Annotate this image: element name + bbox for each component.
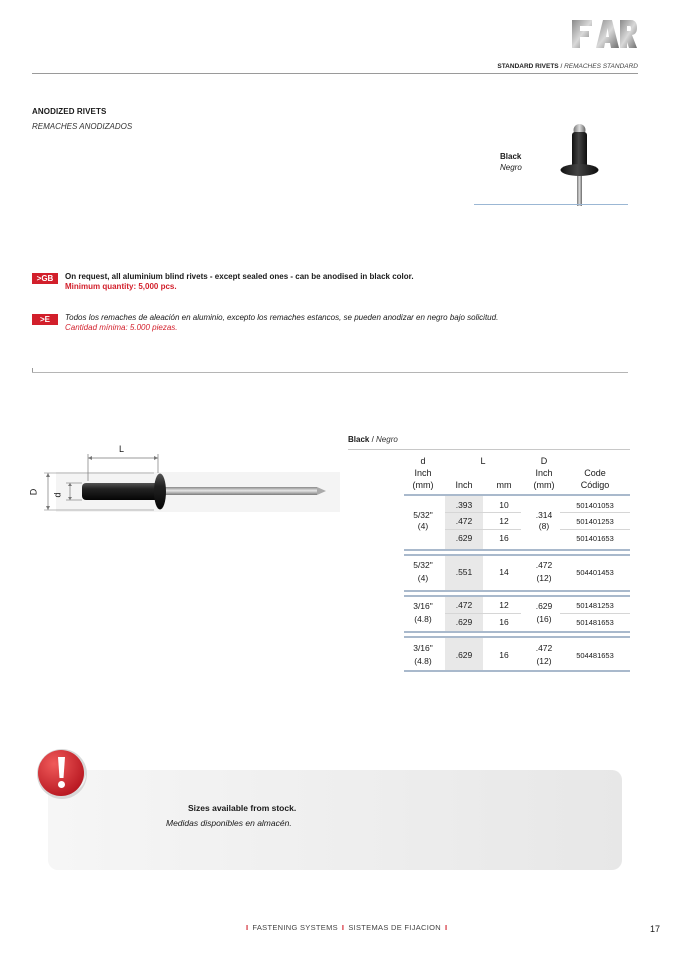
table-row-line bbox=[560, 529, 630, 530]
cell-L-mm: 12 bbox=[499, 516, 509, 526]
cell-code: 504481653 bbox=[576, 651, 614, 660]
cell-L-mm: 14 bbox=[499, 567, 509, 577]
cell-d-mm: (4) bbox=[417, 521, 429, 531]
col-L-mm: mm bbox=[496, 480, 512, 490]
note-spanish-quantity: Cantidad mínima: 5.000 piezas. bbox=[65, 323, 178, 332]
col-d-unit2: (mm) bbox=[412, 480, 434, 490]
table-row-line bbox=[445, 512, 521, 513]
cell-L-inch: .629 bbox=[455, 617, 473, 627]
table-rule bbox=[404, 549, 630, 551]
cell-L-inch: .472 bbox=[455, 516, 473, 526]
section-divider bbox=[32, 372, 628, 373]
cell-code: 501401253 bbox=[576, 517, 614, 526]
col-L-header: L bbox=[480, 456, 486, 466]
cell-D-mm: (12) bbox=[536, 573, 552, 583]
cell-d-mm: (4) bbox=[417, 573, 429, 583]
cell-D-inch: .629 bbox=[535, 601, 553, 611]
cell-L-inch: .629 bbox=[455, 650, 473, 660]
spanish-flag-badge: >E bbox=[32, 314, 58, 325]
cell-D-inch: .314 bbox=[535, 510, 553, 520]
cell-code: 501401653 bbox=[576, 534, 614, 543]
table-top-rule bbox=[348, 449, 630, 450]
cell-code: 501481653 bbox=[576, 618, 614, 627]
cell-L-inch: .629 bbox=[455, 533, 473, 543]
header-section-label: STANDARD RIVETS / REMACHES STANDARD bbox=[497, 63, 638, 70]
table-row-line bbox=[560, 512, 630, 513]
note-english: On request, all aluminium blind rivets - except sealed ones - can be anodised in black color. bbox=[65, 272, 414, 281]
cell-L-inch: .472 bbox=[455, 600, 473, 610]
cell-L-mm: 10 bbox=[499, 500, 509, 510]
cell-L-inch: .551 bbox=[455, 567, 473, 577]
cell-D-mm: (16) bbox=[536, 614, 552, 624]
exclamation-icon bbox=[34, 746, 90, 802]
dimension-label-L: L bbox=[119, 444, 125, 454]
color-label-en: Black bbox=[500, 152, 522, 161]
color-label-es: Negro bbox=[500, 163, 522, 172]
cell-D-mm: (12) bbox=[536, 656, 552, 666]
stock-info-banner bbox=[48, 770, 622, 870]
cell-d-mm: (4.8) bbox=[414, 656, 432, 666]
stock-text-en: Sizes available from stock. bbox=[188, 803, 297, 813]
table-row-line bbox=[560, 613, 630, 614]
cell-code: 501401053 bbox=[576, 501, 614, 510]
cell-d-inch: 5/32" bbox=[413, 510, 433, 520]
cell-L-mm: 16 bbox=[499, 650, 509, 660]
black-rivet-image bbox=[555, 118, 607, 208]
page-number: 17 bbox=[650, 924, 661, 934]
table-rule bbox=[404, 554, 630, 556]
cell-D-mm: (8) bbox=[538, 521, 550, 531]
cell-code: 501481253 bbox=[576, 601, 614, 610]
cell-L-mm: 12 bbox=[499, 600, 509, 610]
table-row-line bbox=[445, 529, 521, 530]
note-spanish: Todos los remaches de aleación en aluminio, excepto los remaches estancos, se pueden anodizar en negro bajo solicitud. bbox=[65, 313, 499, 322]
cell-d-inch: 3/16" bbox=[413, 643, 433, 653]
col-d-unit1: Inch bbox=[414, 468, 432, 478]
cell-L-inch: .393 bbox=[455, 500, 473, 510]
cell-D-inch: .472 bbox=[535, 643, 553, 653]
table-rule bbox=[404, 595, 630, 597]
col-D-unit2: (mm) bbox=[533, 480, 555, 490]
english-flag-badge: >GB bbox=[32, 273, 58, 284]
stock-text-es: Medidas disponibles en almacén. bbox=[166, 818, 292, 828]
dimension-label-d: d bbox=[52, 492, 63, 498]
table-rule bbox=[404, 631, 630, 633]
col-code-header: Code bbox=[584, 468, 606, 478]
image-baseline bbox=[474, 204, 628, 205]
cell-D-inch: .472 bbox=[535, 560, 553, 570]
table-row-line bbox=[445, 613, 521, 614]
cell-d-inch: 3/16" bbox=[413, 601, 433, 611]
product-subtitle: REMACHES ANODIZADOS bbox=[32, 122, 133, 131]
col-d-header: d bbox=[420, 456, 426, 466]
table-rule bbox=[404, 670, 630, 672]
header-divider bbox=[32, 73, 638, 74]
col-code-header-es: Código bbox=[580, 480, 610, 490]
col-D-header: D bbox=[540, 456, 548, 466]
company-logo bbox=[570, 16, 638, 50]
col-L-inch: Inch bbox=[455, 480, 473, 490]
cell-d-inch: 5/32" bbox=[413, 560, 433, 570]
cell-L-mm: 16 bbox=[499, 617, 509, 627]
table-rule bbox=[404, 494, 630, 496]
cell-d-mm: (4.8) bbox=[414, 614, 432, 624]
table-rule bbox=[404, 636, 630, 638]
cell-code: 504401453 bbox=[576, 568, 614, 577]
footer-label: I FASTENING SYSTEMS I SISTEMAS DE FIJACION I bbox=[246, 923, 448, 932]
table-title: Black / Negro bbox=[348, 435, 398, 444]
col-D-unit1: Inch bbox=[535, 468, 553, 478]
dimension-label-D: D bbox=[28, 488, 39, 496]
table-rule bbox=[404, 590, 630, 592]
rivet-dimension-diagram bbox=[30, 440, 342, 520]
product-title: ANODIZED RIVETS bbox=[32, 107, 107, 116]
cell-L-mm: 16 bbox=[499, 533, 509, 543]
note-english-quantity: Minimum quantity: 5,000 pcs. bbox=[65, 282, 177, 291]
